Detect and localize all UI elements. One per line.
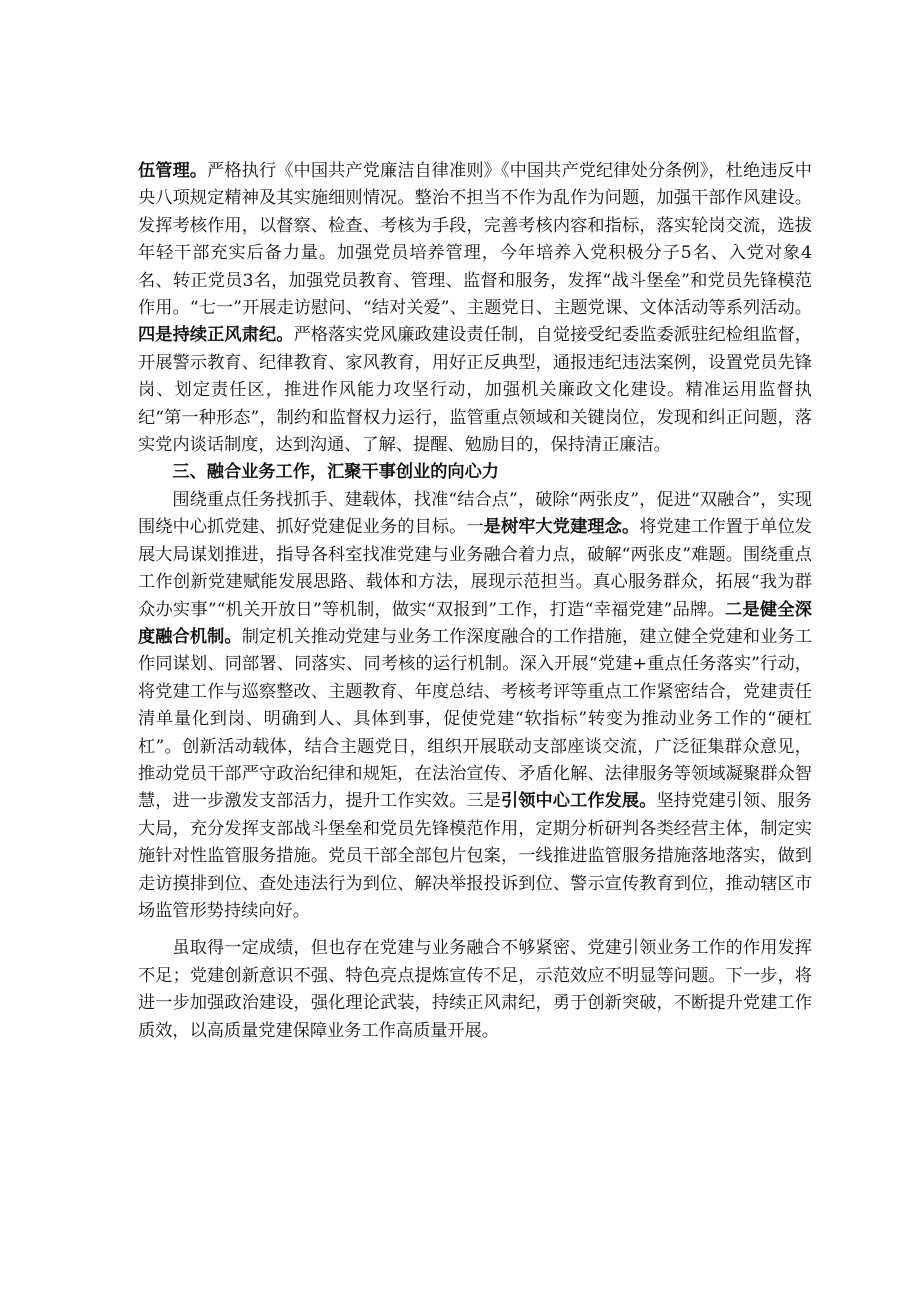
bold-lead-team-management: 伍管理。 [138,161,208,181]
paragraph-text: 围绕重点任务找抓手、建载体，找准“结合点”，破除“两张皮”，促进“双融合”，实现围绕中心抓党建、抓好党建促业务的目标。一 [138,489,812,538]
paragraph-business-integration [138,487,812,926]
bold-lead-discipline: 四是持续正风肃纪。 [138,325,294,346]
bold-lead-central-work: 引领中心工作发展。 [500,791,657,812]
paragraph-text: 严格落实党风廉政建设责任制，自觉接受纪委监委派驻纪检组监督，开展警示教育、纪律教育、家风教育，用好正反典型，通报违纪违法案例，设置党员先锋岗、划定责任区，推进作风能力攻坚行动，加强机关廉政文化建设。精准运用监督执纪“第一种形态”，制约和监督权力运行，监管重点领域和关键岗位，发现和纠正问题，落实党内谈话制度，达到沟通、了解、提醒、勉励目的，保持清正廉洁。 [138,325,812,456]
paragraph-text: 严格执行《中国共产党廉洁自律准则》《中国共产党纪律处分条例》，杜绝违反中央八项规定精神及其实施细则情况。整治不担当不作为乱作为问题，加强干部作风建设。发挥考核作用，以督察、检查、考核为手段，完善考核内容和指标，落实轮岗交流，选拔年轻干部充实后备力量。加强党员培养管理，今年培养入党积极分子5名、入党对象4名、转正党员3名，加强党员教育、管理、监督和服务，发挥“战斗堡垒”和党员先锋模范作用。“七一”开展走访慰问、“结对关爱”、主题党日、主题党课、文体活动等系列活动。 [138,161,812,319]
paragraph-text: 坚持党建引领、服务大局，充分发挥支部战斗堡垒和党员先锋模范作用，定期分析研判各类经营主体，制定实施针对性监管服务措施。党员干部全部包片包案，一线推进监管服务措施落地落实，做到走访摸排到位、查处违法行为到位、解决举报投诉到位、警示宣传教育到位，推动辖区市场监管形势持续向好。 [138,791,812,921]
paragraph-team-management [138,158,812,459]
paragraph-text: 将党建工作置于单位发展大局谋划推进，指导各科室找准党建与业务融合着力点，破解“两张皮”难题。围绕重点工作创新党建赋能发展思路、载体和方法，展现示范担当。真心服务群众，拓展“我为群众办实事”“机关开放日”等机制，做实“双报到”工作，打造“幸福党建”品牌。 [138,517,812,620]
bold-lead-party-concept: 是树牢大党建理念。 [483,517,640,538]
document-page [138,158,812,1045]
paragraph-conclusion: 虽取得一定成绩，但也存在党建与业务融合不够紧密、党建引领业务工作的作用发挥不足；党建创新意识不强、特色亮点提炼宣传不足，示范效应不明显等问题。下一步，将进一步加强政治建设，强化理论武装，持续正风肃纪，勇于创新突破，不断提升党建工作质效，以高质量党建保障业务工作高质量开展。 [138,938,812,1041]
bold-lead-integration-mechanism: 二是健全深度融合机制。 [138,599,812,647]
paragraph-text: 制定机关推动党建与业务工作深度融合的工作措施，建立健全党建和业务工作同谋划、同部署、同落实、同考核的运行机制。深入开展“党建+重点任务落实”行动，将党建工作与巡察整改、主题教育、年度总结、考核考评等重点工作紧密结合，党建责任清单量化到岗、明确到人、具体到事，促使党建“软指标”转变为推动业务工作的“硬杠杠”。创新活动载体，结合主题党日，组织开展联动支部座谈交流，广泛征集群众意见，推动党员干部严守政治纪律和规矩，在法治宣传、矛盾化解、法律服务等领域凝聚群众智慧，进一步激发支部活力，提升工作实效。三是 [138,626,812,812]
section-3-heading: 三、融合业务工作，汇聚干事创业的向心力 [172,462,499,483]
